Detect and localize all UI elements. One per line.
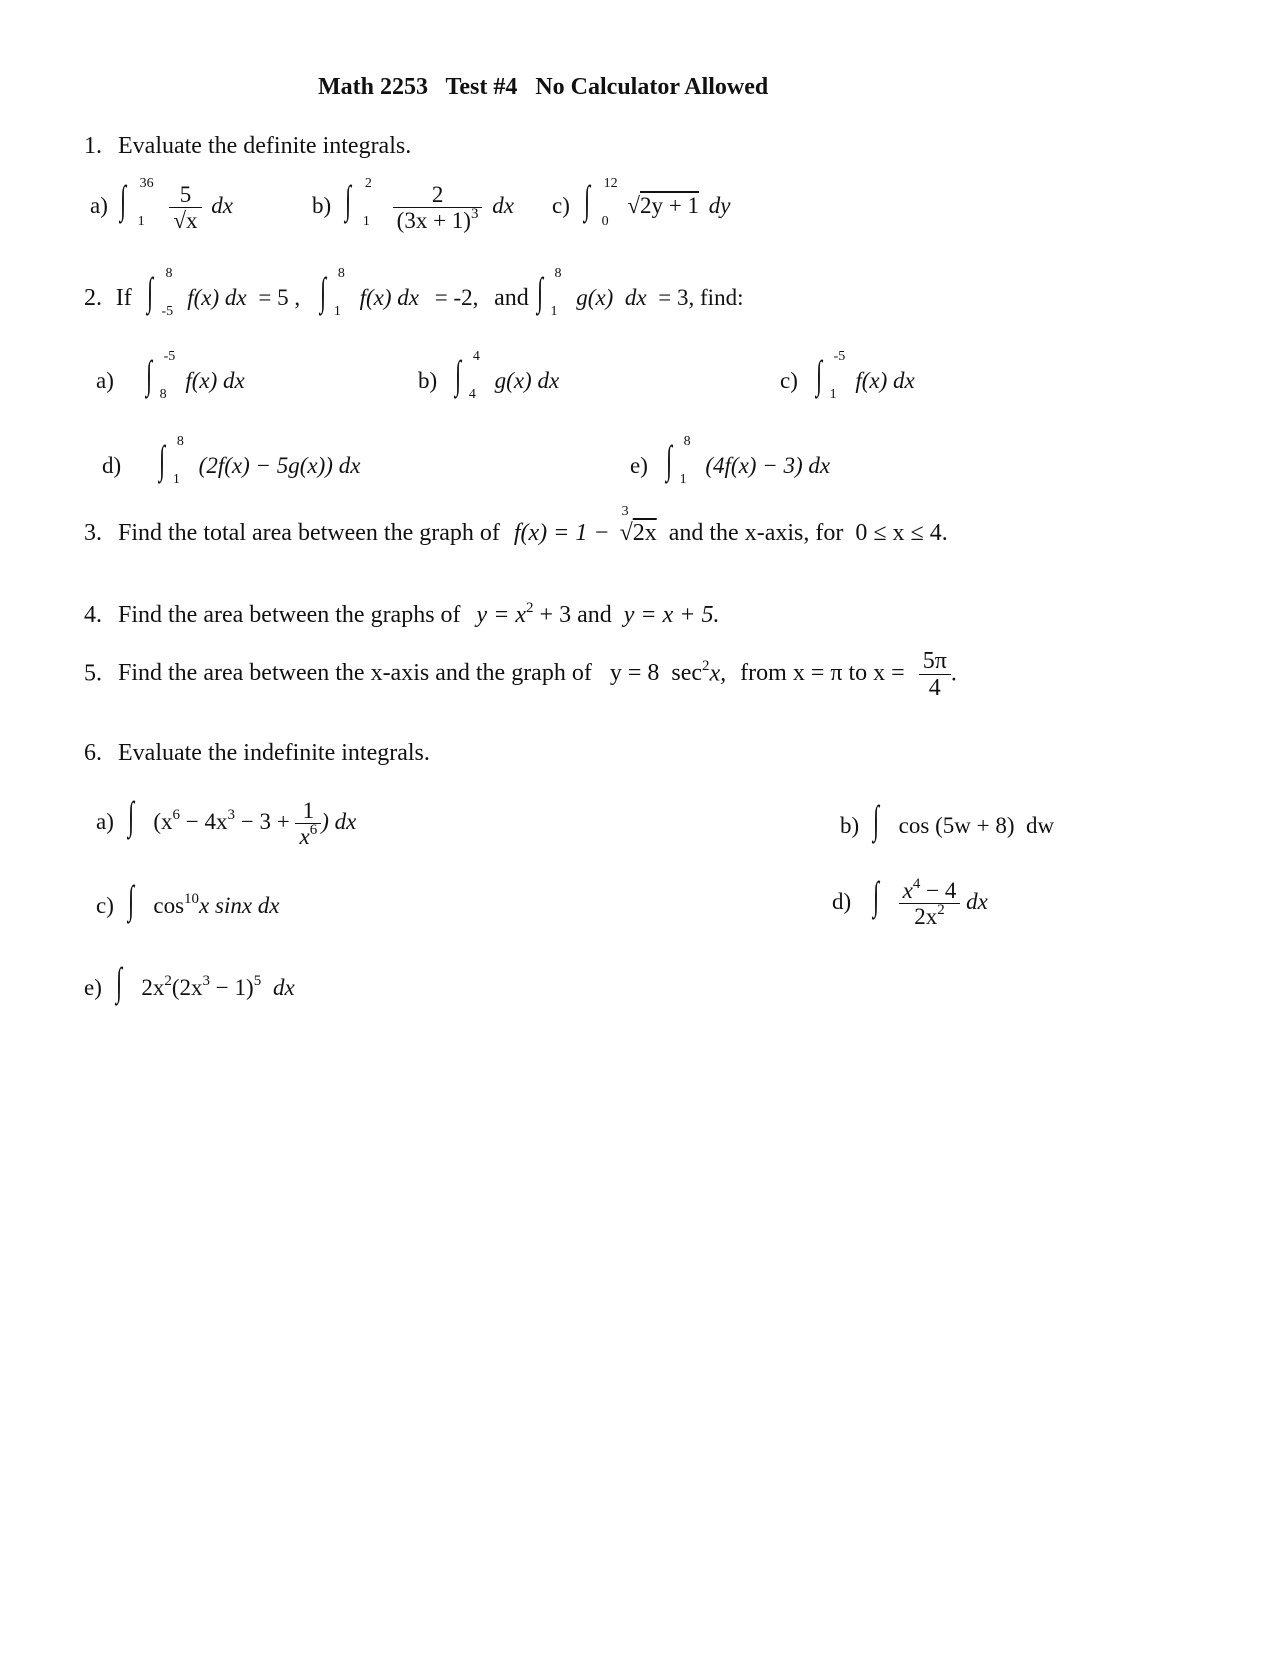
q3-text: Find the total area between the graph of [118,520,500,546]
num-tail: − 4 [920,877,957,903]
q1b [312,176,514,240]
graph-2: y = x + 5. [623,602,720,628]
title-text: Math 2253 Test #4 No Calculator Allowed [318,74,769,100]
den-base: x [299,824,310,850]
q3-text-b: and the x-axis, for [668,520,844,546]
num-exponent: 4 [912,875,921,892]
graph-1-tail: + 3 [539,602,572,628]
term: (x [153,809,173,834]
q2b [418,349,560,415]
lower-limit: 4 [468,387,476,402]
lower-limit: -5 [161,304,174,319]
denominator: √x [173,208,198,234]
integral-sign: ∫ [127,877,134,922]
integrand: f(x) dx [187,285,247,310]
question-3 [84,504,948,547]
integrand: (4f(x) − 3) dx [705,453,831,478]
square-root: √2y + 1 [627,193,699,218]
upper-limit: 8 [554,266,562,281]
integral-sign: ∫ 4 4 [454,349,480,402]
term: cos [153,893,185,918]
q2-number: 2. [84,285,102,311]
lower-limit: 0 [601,214,609,229]
q2c [780,349,915,415]
term: 2x [141,975,165,1000]
lower-limit: 1 [333,304,341,319]
q2b-label: b) [418,368,438,393]
q6-text: Evaluate the indefinite integrals. [118,740,430,766]
lower-limit: 1 [829,387,837,402]
question-1 [84,133,411,160]
q6b [840,797,1055,850]
den-exponent: 3 [470,206,479,223]
integral-sign: ∫ [872,873,879,918]
upper-limit: 8 [683,434,691,449]
denominator: 4 [928,675,941,702]
integral-sign: ∫ 36 1 [119,176,154,229]
graph-1: y = x [476,602,527,628]
q2e [630,434,831,500]
term-tail: ) dx [321,809,357,834]
fraction [295,798,321,850]
fraction [919,648,951,702]
fraction [169,182,201,234]
function-tail: x, [709,660,727,687]
term: − 4x [180,809,228,834]
q5-number: 5. [84,660,102,687]
q1a [90,176,233,240]
and-text: and [494,285,529,311]
denominator [393,208,483,233]
q2e-label: e) [630,453,648,478]
lower-limit: 8 [159,387,167,402]
lower-limit: 1 [550,304,558,319]
value: = 3, find: [658,285,744,310]
q2a [96,349,245,415]
q6e-label: e) [84,975,102,1000]
numerator: 5 [169,182,201,208]
den-base: 2x [914,904,938,930]
lower-limit: 1 [362,214,370,229]
q2-if: If [115,285,132,311]
integral-sign: ∫ [872,797,879,842]
integral-sign: ∫ [127,793,134,838]
q6b-label: b) [840,813,860,838]
cube-root: 3 √2x [619,504,657,546]
question-6 [84,740,430,767]
function: y = 8 sec [609,660,703,687]
q1b-label: b) [312,193,332,218]
q6a [96,793,357,856]
numerator [899,875,961,904]
integral-sign: ∫ -5 8 [145,349,176,402]
upper-limit: -5 [833,349,846,364]
integrand: f(x) dx [359,285,419,310]
upper-limit: 2 [364,176,372,191]
den-exponent: 6 [309,822,318,839]
integral-sign: ∫ 8 1 [536,266,562,319]
integrand: f(x) dx [185,368,245,393]
upper-limit: -5 [163,349,176,364]
term: − 3 + [235,809,290,834]
lower-limit: 1 [172,472,180,487]
integrand: g(x) dx [576,285,647,310]
q6a-label: a) [96,809,114,834]
integral-sign: ∫ 8 1 [319,266,345,319]
value: = -2, [434,285,479,310]
radicand: 2x [632,520,657,546]
differential: dy [708,193,731,218]
integral-sign: ∫ 8 1 [665,434,691,487]
integral-sign: ∫ [115,959,122,1004]
term: x sinx dx [199,893,280,918]
integrand: cos (5w + 8) dw [898,813,1055,838]
question-2 [84,266,744,332]
num-base: x [902,877,913,903]
value: = 5 , [258,285,301,310]
q1c-label: c) [552,193,570,218]
den-exponent: 2 [937,902,945,919]
q6c-label: c) [96,893,114,918]
integral-sign: ∫ 12 0 [583,176,618,229]
upper-limit: 36 [139,176,154,191]
upper-limit: 12 [603,176,618,191]
integral-sign: ∫ 2 1 [344,176,372,229]
root-index: 3 [621,504,629,519]
lower-limit: 1 [137,214,145,229]
question-5 [84,648,957,708]
exponent: 2 [164,973,172,989]
differential: dx [272,975,295,1000]
q2d [102,434,361,500]
exponent: 3 [202,973,211,989]
q2a-label: a) [96,368,114,393]
fraction [393,182,483,234]
q5-text: Find the area between the x-axis and the graph of [118,660,592,687]
q6d [832,873,988,936]
den-base: (3x + 1) [396,208,471,234]
term: (2x [171,975,203,1000]
upper-limit: 8 [337,266,345,281]
q4-number: 4. [84,602,102,628]
q2d-label: d) [102,453,122,478]
integral-sign: ∫ -5 1 [815,349,846,402]
exponent: 5 [253,973,262,989]
q1c [552,176,731,240]
question-4 [84,602,719,629]
q6c [96,877,280,930]
q1-number: 1. [84,133,102,159]
and-text: and [577,602,612,628]
q1a-label: a) [90,193,108,218]
exponent: 6 [172,807,181,823]
domain: 0 ≤ x ≤ 4. [855,520,948,546]
function: f(x) = 1 − [513,520,610,546]
period: . [950,660,957,687]
lower-limit: 1 [679,472,687,487]
exponent: 10 [184,891,200,907]
q6-number: 6. [84,740,102,766]
q2c-label: c) [780,368,798,393]
exponent: 2 [526,600,534,616]
q3-number: 3. [84,520,102,546]
upper-limit: 8 [176,434,184,449]
integrand: g(x) dx [494,368,560,393]
upper-limit: 8 [165,266,173,281]
denominator [899,904,961,929]
fraction [899,875,961,930]
q6d-label: d) [832,889,852,914]
radicand: 2y + 1 [640,193,699,218]
differential: dx [492,193,514,218]
integral-sign: ∫ 8 -5 [147,266,174,319]
denominator [295,824,321,849]
integral-sign: ∫ 8 1 [158,434,184,487]
differential: dx [966,889,988,914]
integrand: f(x) dx [855,368,915,393]
q4-text: Find the area between the graphs of [118,602,461,628]
q5-text-b: from x = π to x = [740,660,905,687]
upper-limit: 4 [472,349,480,364]
numerator: 2 [393,182,483,208]
term: − 1) [210,975,254,1000]
differential: dx [211,193,233,218]
page-title [318,74,768,101]
integrand: (2f(x) − 5g(x)) dx [198,453,361,478]
numerator: 5π [919,648,951,675]
q6e [84,959,295,1012]
q1-text: Evaluate the definite integrals. [118,133,412,159]
numerator: 1 [295,798,321,824]
exponent: 3 [227,807,236,823]
exponent: 2 [702,658,710,675]
